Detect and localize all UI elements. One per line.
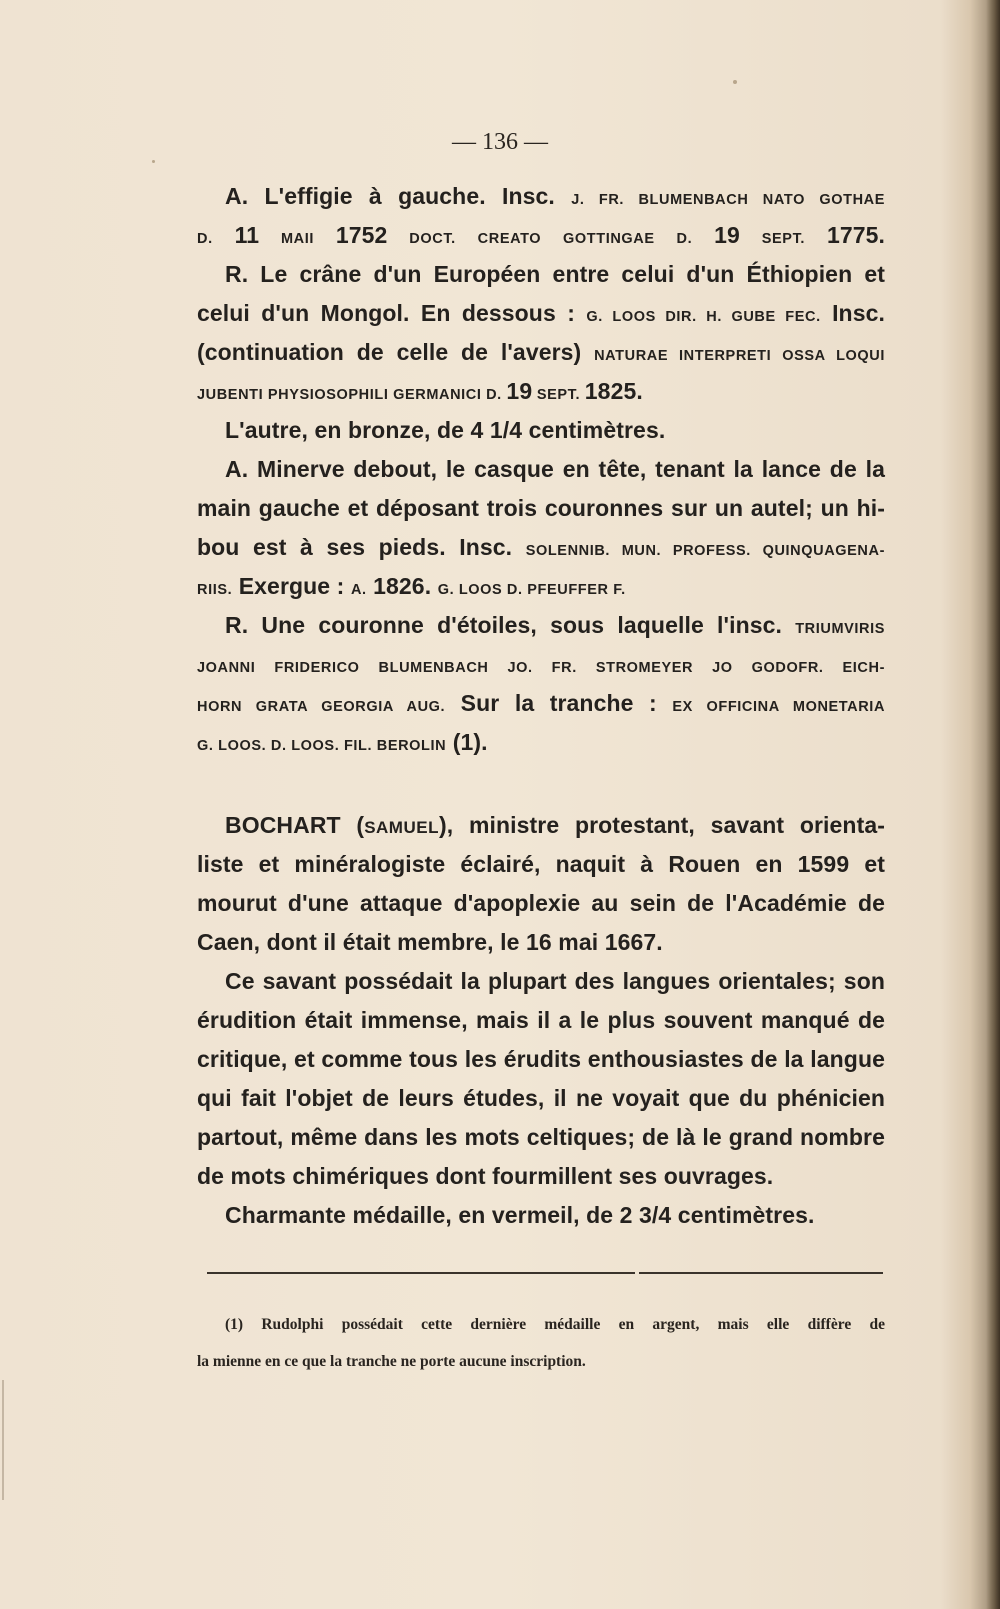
small-caps-inscription: SEPT. [739, 231, 827, 247]
text-line: Ce savant possédait la plupart des langues orientales; son [225, 968, 885, 994]
text-span: A. L'effigie à gauche. Insc. [225, 183, 572, 209]
small-caps-inscription: JOANNI FRIDERICO BLUMENBACH JO. FR. STROMEYER JO GODOFR. EICH- [197, 660, 885, 676]
text-line [197, 376, 885, 406]
page-number: — 136 — [452, 129, 548, 155]
text-span: ), ministre protestant, savant orienta- [438, 812, 885, 838]
page-edge-shadow [986, 0, 1000, 1609]
small-caps-inscription: SEPT. [532, 387, 585, 403]
paper-speck [733, 80, 737, 84]
footnote-rule [207, 1272, 635, 1274]
text-span: 1775. [826, 222, 885, 248]
text-line [197, 571, 885, 601]
text-span: BOCHART ( [225, 812, 365, 838]
text-span: 1825. [584, 378, 643, 404]
text-line [197, 220, 885, 250]
text-span: 19 [714, 222, 740, 248]
text-span: 1752 [335, 222, 388, 248]
text-line [197, 727, 885, 757]
text-span: Sur la tranche : [445, 690, 673, 716]
small-caps-inscription: JUBENTI PHYSIOSOPHILI GERMANICI D. [197, 387, 507, 403]
text-span: R. Une couronne d'étoiles, sous laquelle l'insc. [225, 612, 796, 638]
text-span: 19 [506, 378, 533, 404]
small-caps-inscription: J. FR. BLUMENBACH NATO GOTHAE [571, 192, 886, 208]
footnote-reference: (1). [446, 729, 488, 755]
text-span: (continuation de celle de l'avers) [197, 339, 595, 365]
small-caps-inscription: A. [350, 582, 367, 598]
small-caps-inscription: D. [197, 231, 235, 247]
text-line [197, 810, 885, 840]
text-span: celui d'un Mongol. En dessous : [197, 300, 587, 326]
text-line: liste et minéralogiste éclairé, naquit à Rouen en 1599 et [197, 851, 885, 877]
text-line: Charmante médaille, en vermeil, de 2 3/4 centimètres. [225, 1202, 815, 1228]
text-line [197, 181, 885, 211]
text-line: érudition était immense, mais il a le plus souvent manqué de [197, 1007, 885, 1033]
text-span: 11 [234, 222, 260, 248]
text-span: Insc. [820, 300, 885, 326]
small-caps-inscription: SOLENNIB. MUN. PROFESS. QUINQUAGENA- [525, 543, 885, 559]
text-line: partout, même dans les mots celtiques; de là le grand nombre [197, 1124, 885, 1150]
text-line [197, 688, 885, 718]
small-caps-inscription: HORN GRATA GEORGIA AUG. [197, 699, 446, 715]
text-span: 1826. [366, 573, 438, 599]
text-line: R. Le crâne d'un Européen entre celui d'un Éthiopien et [225, 261, 885, 287]
text-line [197, 298, 885, 328]
small-caps-inscription: G. LOOS. D. LOOS. FIL. BEROLIN [197, 738, 447, 754]
text-line: L'autre, en bronze, de 4 1/4 centimètres. [225, 417, 666, 443]
text-line: Caen, dont il était membre, le 16 mai 1667. [197, 929, 663, 955]
small-caps-inscription: EX OFFICINA MONETARIA [672, 699, 886, 715]
binding-mark [2, 1380, 4, 1500]
small-caps-inscription: RIIS. [197, 582, 233, 598]
text-line: main gauche et déposant trois couronnes sur un autel; un hi- [197, 495, 885, 521]
small-caps-inscription: DOCT. CREATO GOTTINGAE D. [387, 231, 715, 247]
footnote-text: la mienne en ce que la tranche ne porte aucune inscription. [197, 1353, 586, 1370]
small-caps-inscription: TRIUMVIRIS [795, 621, 885, 637]
small-caps-inscription: NATURAE INTERPRETI OSSA LOQUI [594, 348, 885, 364]
small-caps-inscription: G. LOOS DIR. H. GUBE FEC. [586, 309, 821, 325]
footnote-text: (1) Rudolphi possédait cette dernière médaille en argent, mais elle diffère de [225, 1316, 885, 1333]
text-line: A. Minerve debout, le casque en tête, tenant la lance de la [225, 456, 885, 482]
text-line: mourut d'une attaque d'apoplexie au sein de l'Académie de [197, 890, 885, 916]
footnote-rule [639, 1272, 883, 1274]
text-span: Exergue : [232, 573, 351, 599]
text-line [197, 649, 885, 679]
small-caps-inscription: MAII [259, 231, 336, 247]
text-line [197, 610, 885, 640]
paper-speck [152, 160, 155, 163]
text-line: critique, et comme tous les érudits enthousiastes de la langue [197, 1046, 885, 1072]
text-span: bou est à ses pieds. Insc. [197, 534, 526, 560]
small-caps-name: SAMUEL [364, 818, 439, 837]
text-line [197, 532, 885, 562]
small-caps-inscription: G. LOOS D. PFEUFFER F. [437, 582, 626, 598]
text-line: de mots chimériques dont fourmillent ses ouvrages. [197, 1163, 774, 1189]
text-line [197, 337, 885, 367]
text-line: qui fait l'objet de leurs études, il ne voyait que du phénicien [197, 1085, 885, 1111]
